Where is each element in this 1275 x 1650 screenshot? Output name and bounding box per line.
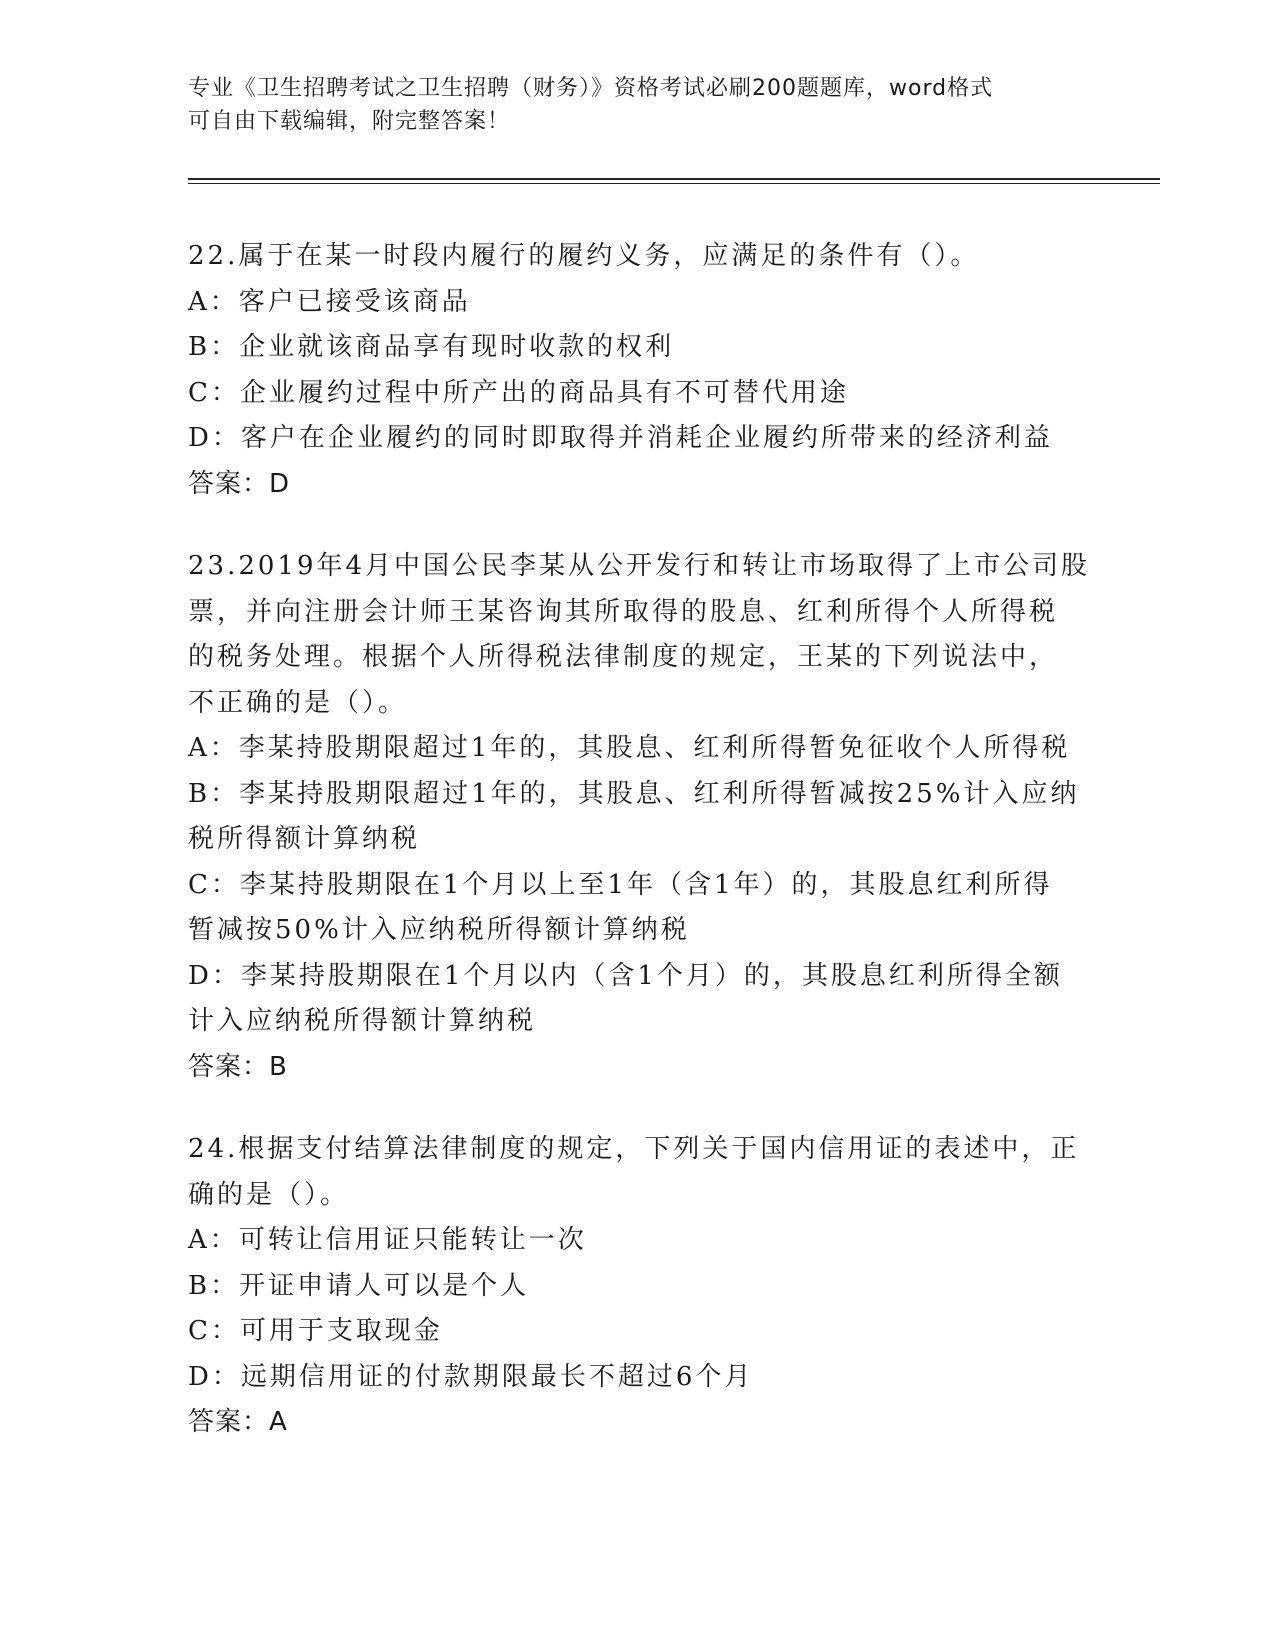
option-b: B：开证申请人可以是个人 <box>188 1270 530 1301</box>
header-title-line-1: 专业《卫生招聘考试之卫生招聘（财务）》资格考试必刷200题题库，word格式 <box>188 76 994 101</box>
option-d: D：李某持股期限在1个月以内（含1个月）的，其股息红利所得全额 <box>188 960 1063 991</box>
answer-label: 答案：B <box>188 1051 288 1082</box>
header-divider <box>188 178 1160 180</box>
option-a: A：李某持股期限超过1年的，其股息、红利所得暂免征收个人所得税 <box>188 733 1071 763</box>
document-header <box>188 72 1088 138</box>
header-divider-thin <box>188 183 1160 184</box>
option-c: C：李某持股期限在1个月以上至1年（含1年）的，其股息红利所得 <box>188 869 1053 900</box>
question-stem-line: 票，并向注册会计师王某咨询其所取得的股息、红利所得个人所得税 <box>188 596 1059 627</box>
header-title-line-2: 可自由下载编辑，附完整答案！ <box>188 109 511 134</box>
option-b: B：企业就该商品享有现时收款的权利 <box>188 332 675 362</box>
question-stem-line: 22.属于在某一时段内履行的履约义务，应满足的条件有（）。 <box>188 241 980 271</box>
option-a: A：可转让信用证只能转让一次 <box>188 1225 587 1255</box>
option-b: B：李某持股期限超过1年的，其股息、红利所得暂减按25%计入应纳 <box>188 778 1080 809</box>
question-stem-line: 24.根据支付结算法律制度的规定，下列关于国内信用证的表述中，正 <box>188 1134 1080 1164</box>
question-23 <box>188 544 1091 1090</box>
question-list <box>188 234 1091 1483</box>
option-c-continued: 暂减按50%计入应纳税所得额计算纳税 <box>188 915 690 945</box>
option-a: A：客户已接受该商品 <box>188 286 471 317</box>
question-24 <box>188 1127 1088 1446</box>
question-stem-line: 确的是（）。 <box>188 1179 350 1210</box>
option-c: C：企业履约过程中所产出的商品具有不可替代用途 <box>188 377 849 408</box>
option-b-continued: 税所得额计算纳税 <box>188 824 421 854</box>
option-d: D：客户在企业履约的同时即取得并消耗企业履约所带来的经济利益 <box>188 423 1053 453</box>
question-22 <box>188 234 1088 507</box>
option-c: C：可用于支取现金 <box>188 1316 443 1346</box>
option-d-continued: 计入应纳税所得额计算纳税 <box>188 1006 537 1036</box>
answer-label: 答案：A <box>188 1407 288 1437</box>
answer-label: 答案：D <box>188 468 291 499</box>
question-stem-line: 23.2019年4月中国公民李某从公开发行和转让市场取得了上市公司股 <box>188 551 1091 581</box>
question-stem-line: 的税务处理。根据个人所得税法律制度的规定，王某的下列说法中， <box>188 642 1059 672</box>
option-d: D：远期信用证的付款期限最长不超过6个月 <box>188 1361 754 1392</box>
question-stem-line: 不正确的是（）。 <box>188 687 408 718</box>
